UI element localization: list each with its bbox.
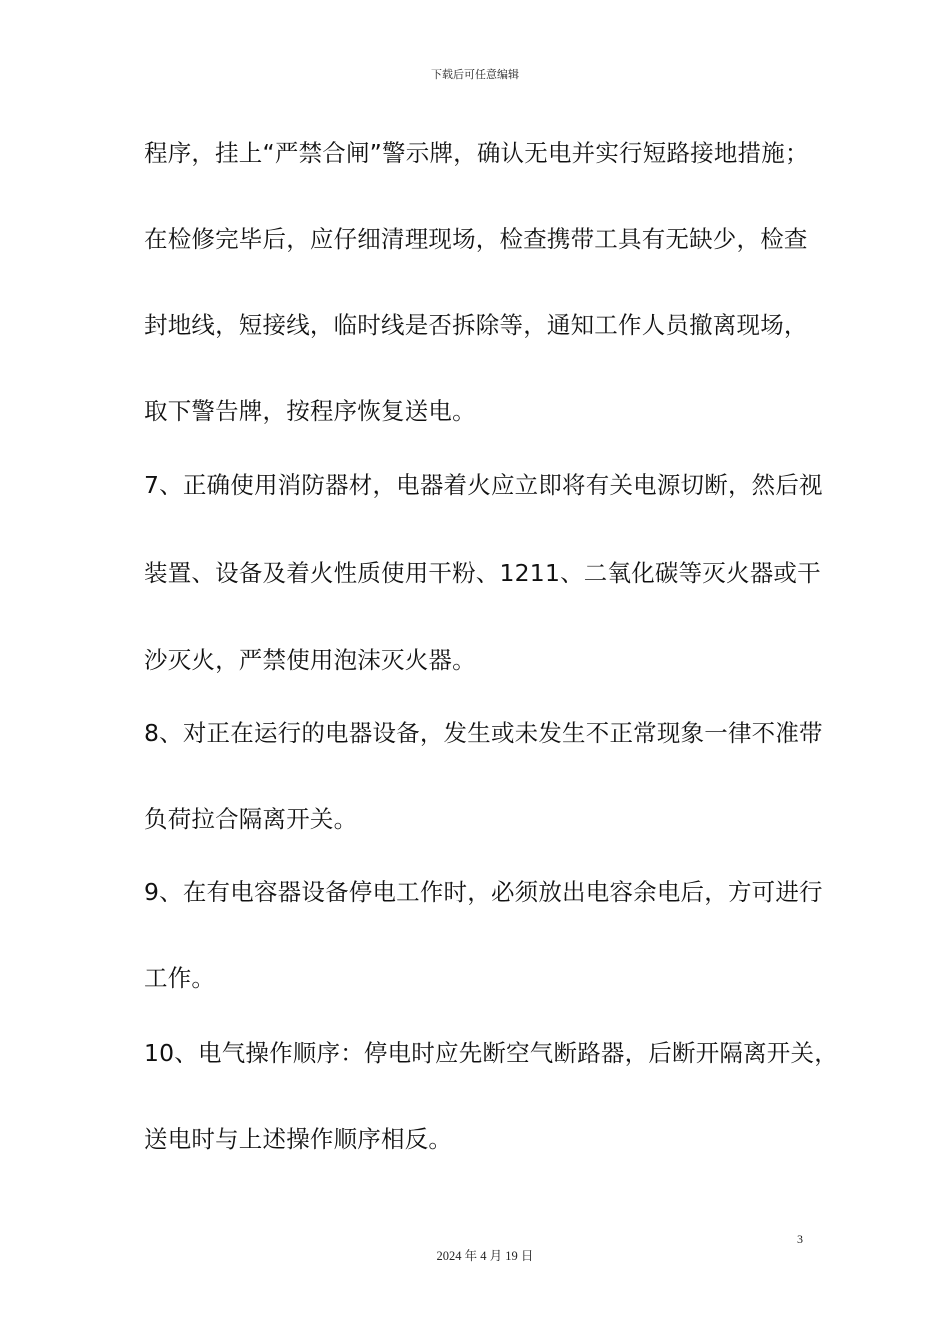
body-line: 送电时与上述操作顺序相反。 bbox=[144, 1125, 453, 1153]
header-note: 下载后可任意编辑 bbox=[431, 68, 519, 81]
body-line: 沙灭火，严禁使用泡沫灭火器。 bbox=[144, 646, 476, 674]
footer-date: 2024 年 4 月 19 日 bbox=[436, 1249, 534, 1263]
body-line: 7、正确使用消防器材，电器着火应立即将有关电源切断，然后视 bbox=[144, 471, 823, 499]
body-line: 程序，挂上“严禁合闸”警示牌，确认无电并实行短路接地措施； bbox=[144, 139, 809, 167]
page-number: 3 bbox=[797, 1232, 803, 1246]
body-line: 装置、设备及着火性质使用干粉、1211、二氧化碳等灭火器或干 bbox=[144, 559, 821, 587]
body-line: 工作。 bbox=[144, 964, 216, 992]
body-line: 取下警告牌，按程序恢复送电。 bbox=[144, 397, 476, 425]
body-line: 负荷拉合隔离开关。 bbox=[144, 805, 358, 833]
body-line: 封地线，短接线，临时线是否拆除等，通知工作人员撤离现场， bbox=[144, 311, 808, 339]
body-line: 8、对正在运行的电器设备，发生或未发生不正常现象一律不准带 bbox=[144, 719, 823, 747]
body-line: 9、在有电容器设备停电工作时，必须放出电容余电后，方可进行 bbox=[144, 878, 823, 906]
body-line: 10、电气操作顺序：停电时应先断空气断路器，后断开隔离开关， bbox=[144, 1039, 838, 1067]
body-line: 在检修完毕后，应仔细清理现场，检查携带工具有无缺少，检查 bbox=[144, 225, 808, 253]
